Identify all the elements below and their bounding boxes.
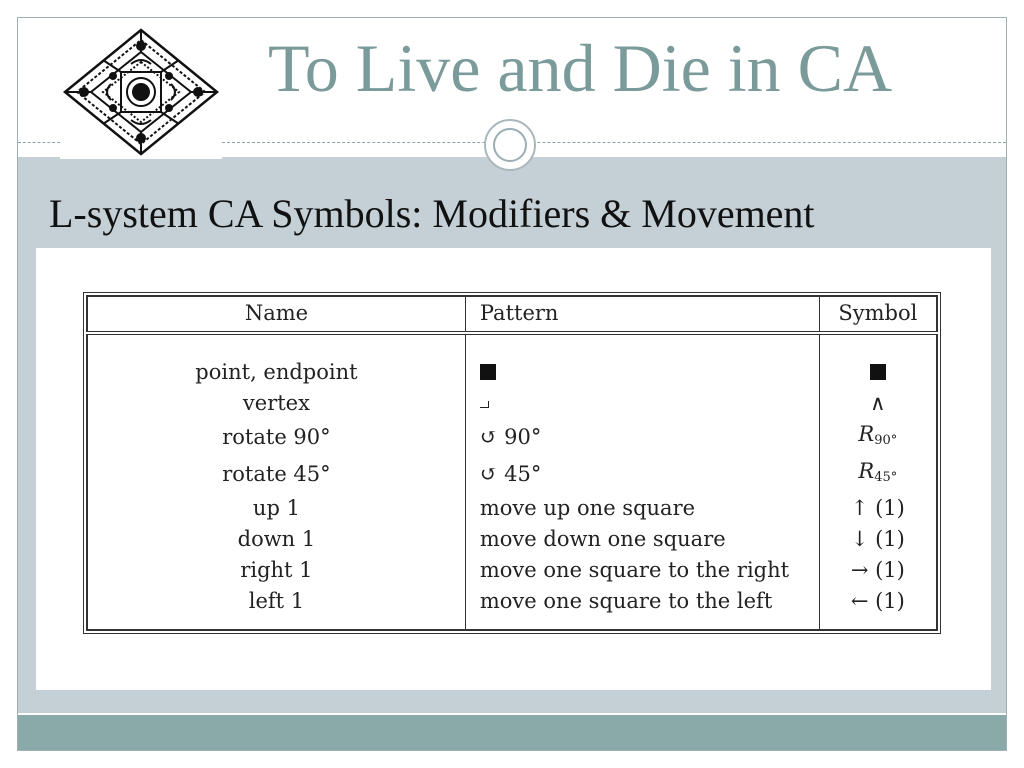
- table-card: [36, 248, 991, 690]
- header-name: Name: [87, 296, 465, 333]
- symbols-table: [86, 295, 938, 631]
- row-symbol: ↑ (1): [850, 496, 905, 520]
- row-pattern: ↺ 90°: [465, 419, 819, 456]
- filled-square-icon: [870, 364, 886, 380]
- table-row: [87, 586, 937, 617]
- row-symbol: [819, 419, 937, 456]
- symbol-subscript: 45°: [874, 470, 898, 485]
- header-divider-left: [18, 142, 60, 143]
- row-symbol: [819, 357, 937, 388]
- table-spacer: [87, 333, 937, 357]
- row-pattern: ↺ 45°: [465, 456, 819, 493]
- ornamental-diamond-logo: [60, 26, 222, 159]
- row-symbol: ↓ (1): [850, 527, 905, 551]
- row-pattern: move up one square: [465, 493, 819, 524]
- ring-ornament-inner: [493, 128, 527, 162]
- row-name: rotate 90°: [87, 419, 465, 456]
- row-symbol: [819, 456, 937, 493]
- row-symbol: ∧: [870, 391, 886, 415]
- table-row: [87, 357, 937, 388]
- row-name: right 1: [87, 555, 465, 586]
- row-name: vertex: [87, 388, 465, 419]
- slide-subtitle: L-system CA Symbols: Modifiers & Movement: [49, 191, 815, 236]
- ring-ornament-icon: [484, 119, 536, 171]
- table-header-row: [87, 296, 937, 333]
- row-symbol: ← (1): [850, 589, 905, 613]
- table-row: [87, 456, 937, 493]
- row-name: up 1: [87, 493, 465, 524]
- symbol-base: R: [858, 459, 875, 483]
- row-pattern: move one square to the left: [465, 586, 819, 617]
- row-name: point, endpoint: [87, 357, 465, 388]
- corner-icon: [480, 401, 489, 408]
- header-symbol: Symbol: [819, 296, 937, 333]
- table-row: [87, 388, 937, 419]
- row-symbol: → (1): [850, 558, 905, 582]
- slide-title: To Live and Die in CA: [268, 30, 893, 106]
- row-pattern: move one square to the right: [465, 555, 819, 586]
- row-name: left 1: [87, 586, 465, 617]
- row-name: rotate 45°: [87, 456, 465, 493]
- footer-band: [18, 715, 1006, 750]
- table-row: [87, 555, 937, 586]
- filled-square-icon: [480, 364, 496, 380]
- row-name: down 1: [87, 524, 465, 555]
- table-row: [87, 419, 937, 456]
- slide: [17, 17, 1007, 751]
- row-pattern: [465, 357, 819, 388]
- ornamental-diamond-logo-icon: [60, 26, 222, 159]
- table-row: [87, 493, 937, 524]
- header-pattern: Pattern: [465, 296, 819, 333]
- table-spacer: [87, 617, 937, 630]
- header-divider-right: [222, 142, 1006, 143]
- symbol-subscript: 90°: [874, 433, 898, 448]
- row-pattern: [465, 388, 819, 419]
- table-row: [87, 524, 937, 555]
- row-pattern: move down one square: [465, 524, 819, 555]
- symbol-base: R: [858, 422, 875, 446]
